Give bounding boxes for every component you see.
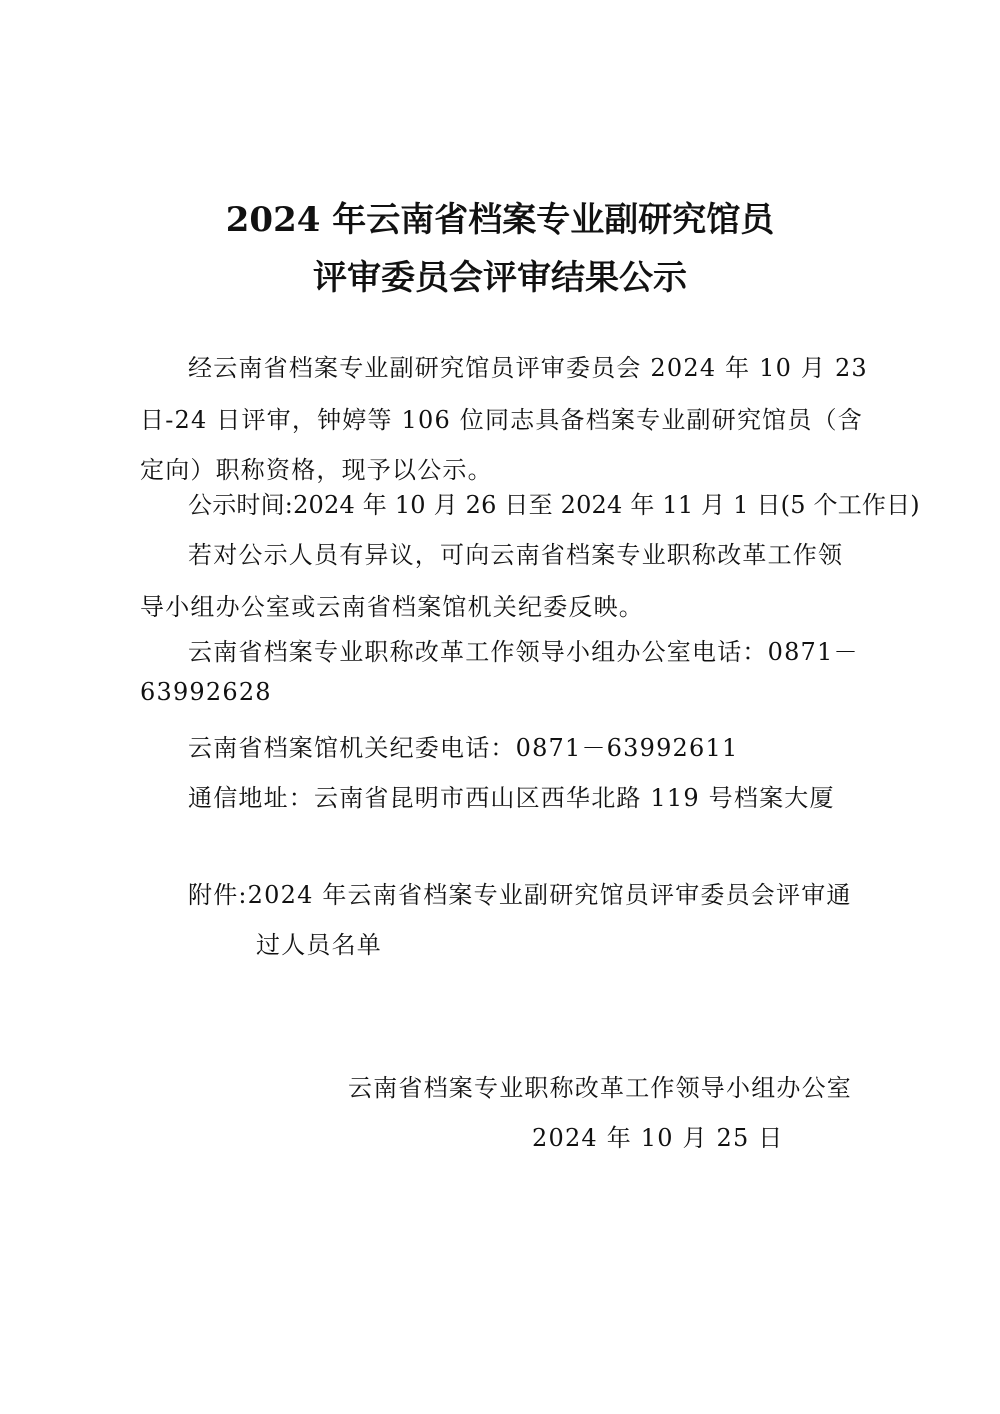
attachment-line-1: 附件:2024 年云南省档案专业副研究馆员评审委员会评审通 <box>188 881 852 909</box>
title-line-1: 2024 年云南省档案专业副研究馆员 <box>225 200 775 240</box>
title-line-2: 评审委员会评审结果公示 <box>313 258 687 298</box>
contact-office-line-1: 云南省档案专业职称改革工作领导小组办公室电话：0871－ <box>188 638 859 666</box>
signature-date: 2024 年 10 月 25 日 <box>532 1124 784 1152</box>
paragraph1-line-3: 定向）职称资格，现予以公示。 <box>140 456 493 484</box>
contact-office-line-2: 63992628 <box>140 678 272 706</box>
contact-discipline: 云南省档案馆机关纪委电话：0871－63992611 <box>188 734 739 762</box>
paragraph1-line-1: 经云南省档案专业副研究馆员评审委员会 2024 年 10 月 23 <box>188 354 868 382</box>
signature-org: 云南省档案专业职称改革工作领导小组办公室 <box>348 1074 852 1102</box>
objection-line-2: 导小组办公室或云南省档案馆机关纪委反映。 <box>140 593 644 621</box>
paragraph1-line-2: 日-24 日评审，钟婷等 106 位同志具备档案专业副研究馆员（含 <box>140 406 863 434</box>
attachment-line-2: 过人员名单 <box>256 931 382 959</box>
address: 通信地址：云南省昆明市西山区西华北路 119 号档案大厦 <box>188 784 835 812</box>
notice-period: 公示时间:2024 年 10 月 26 日至 2024 年 11 月 1 日(5 个工作日) <box>188 491 920 519</box>
objection-line-1: 若对公示人员有异议，可向云南省档案专业职称改革工作领 <box>188 541 844 569</box>
